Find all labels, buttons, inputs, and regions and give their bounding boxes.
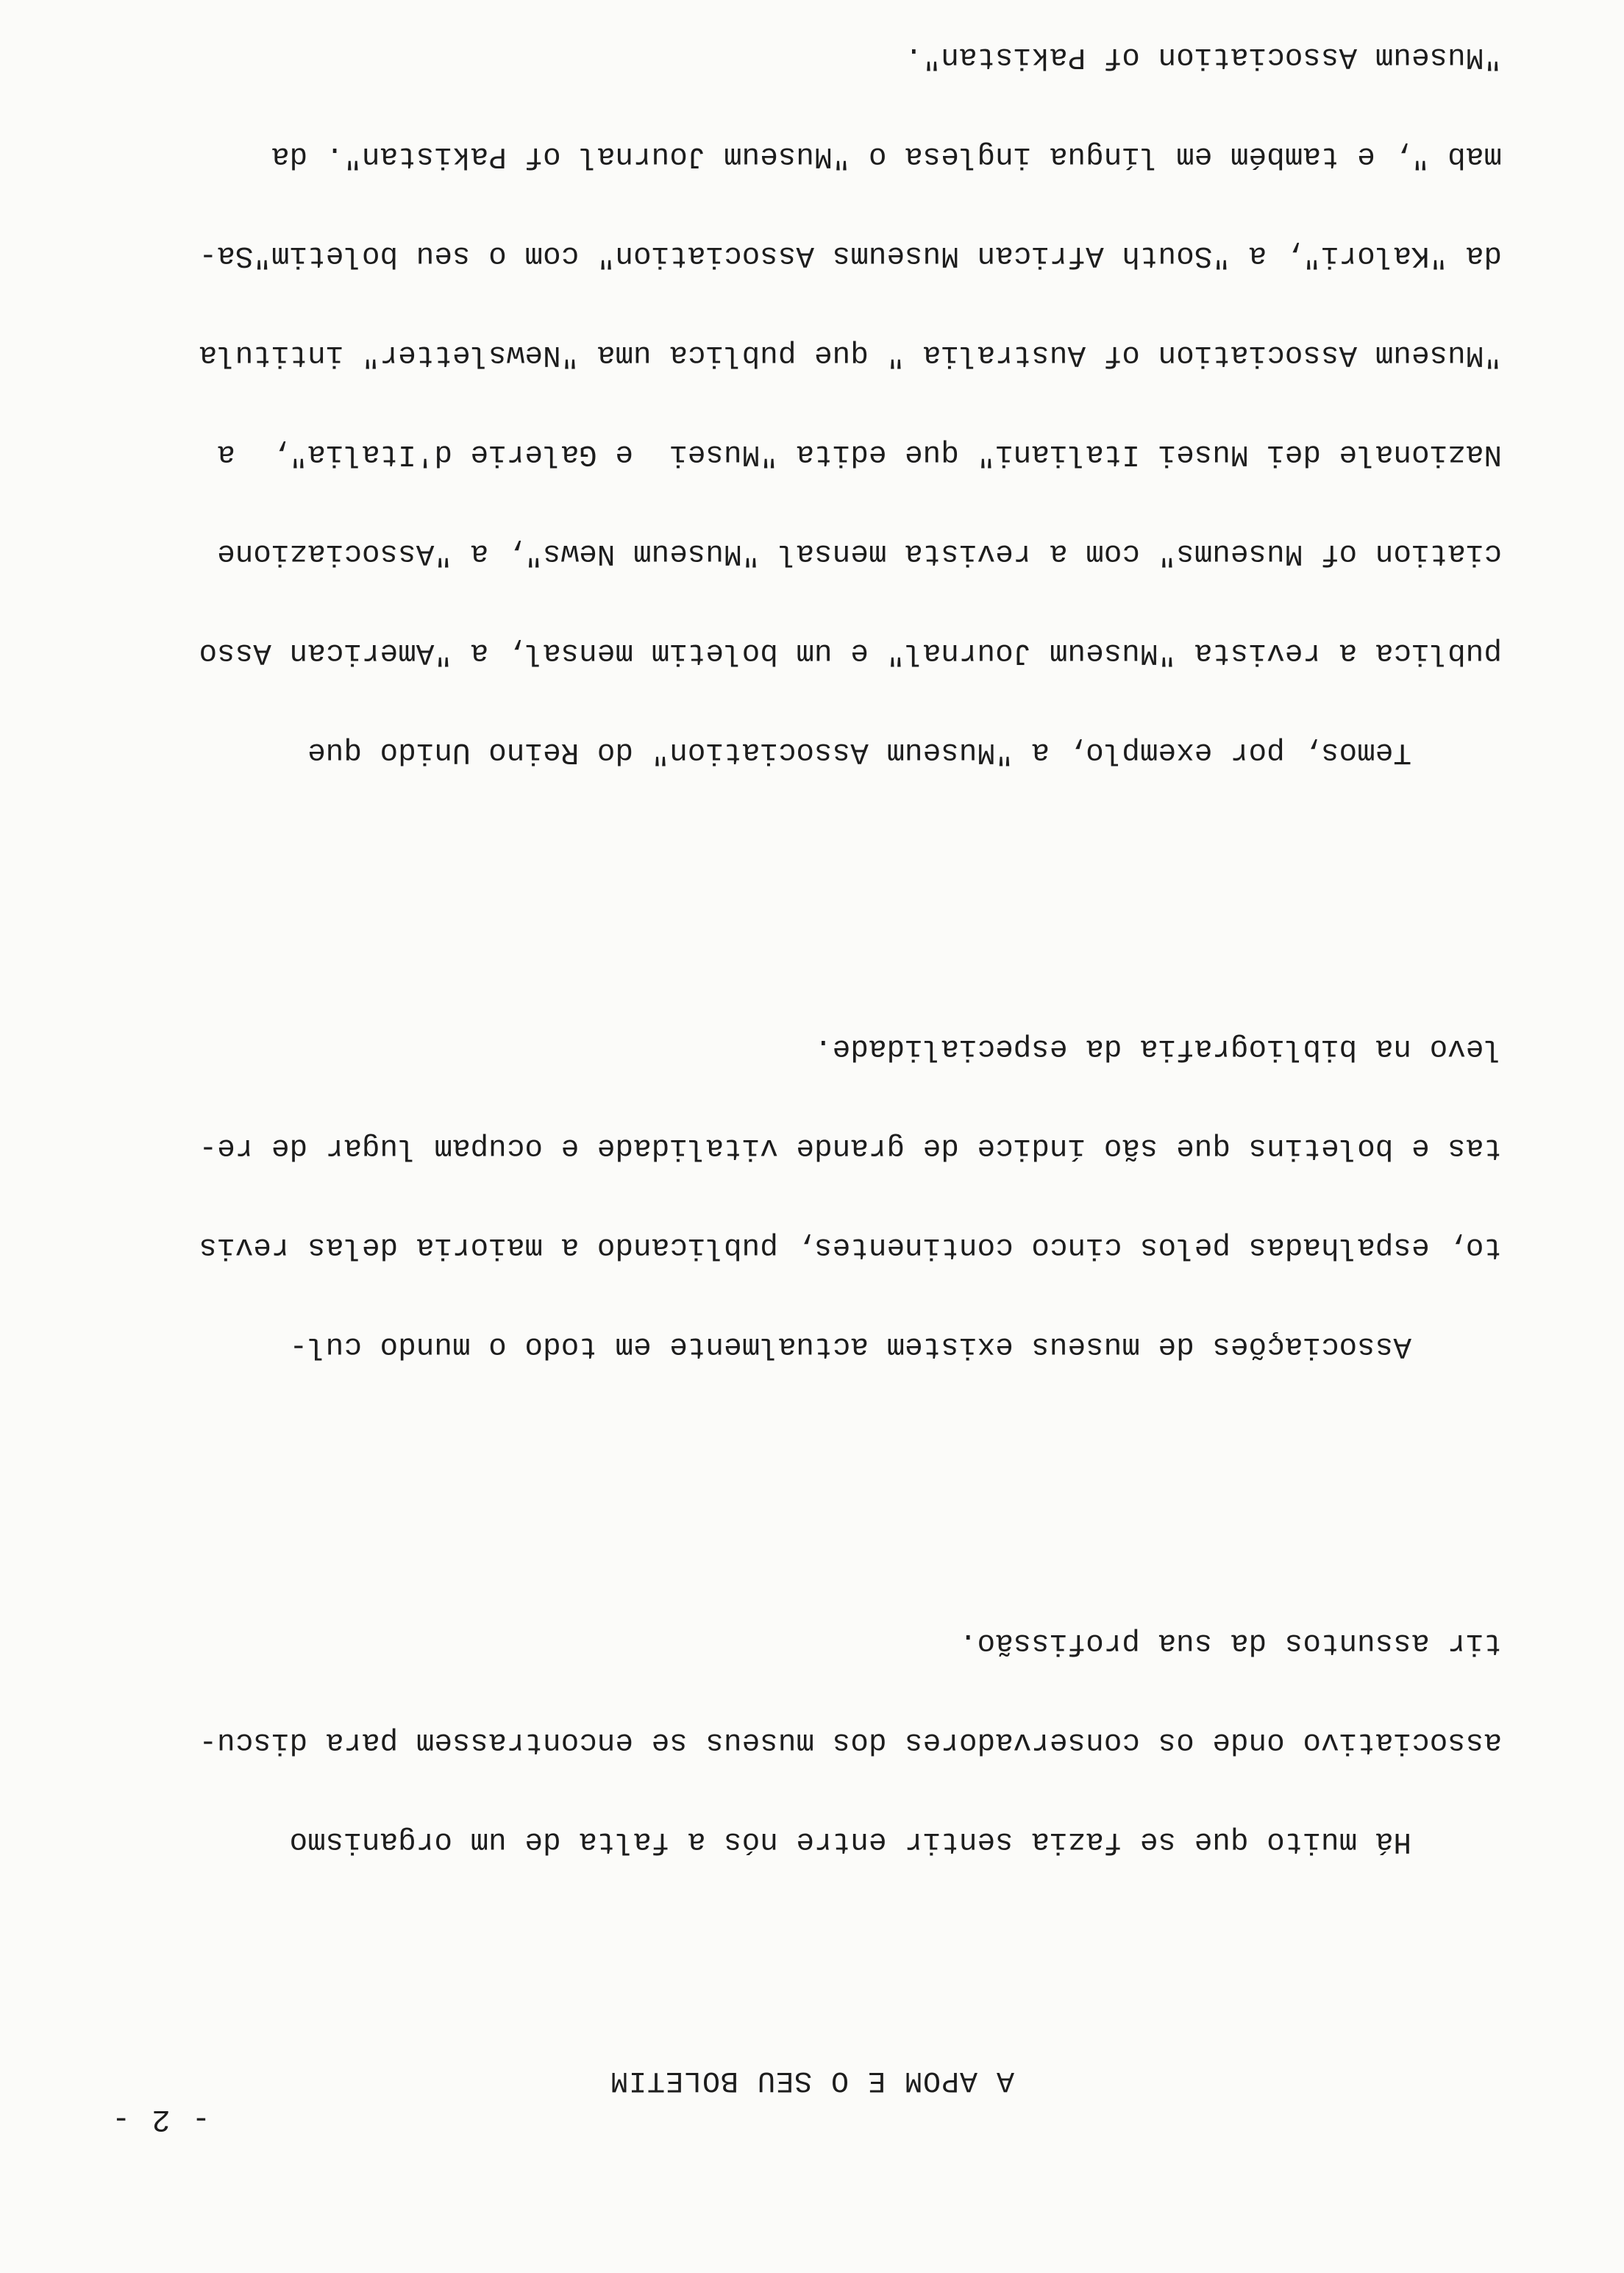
text-line: "Museum Association of Australia " que publica uma "Newsletter" intitula [199,338,1502,371]
text-line: to, espalhadas pelos cinco continentes, publicando a maioria delas revis [199,1230,1502,1264]
text-line: associativo onde os conservadores dos museus se encontrassem para discu- [199,1725,1502,1759]
document-title: A APOM E O SEU BOLETIM [609,2063,1015,2096]
body-text [112,0,1502,2023]
text-line: tir assuntos da sua profissão. [958,1626,1502,1660]
text-line: da "Kalori", a "South African Museums Association" com o seu boletim"Sa- [199,238,1502,272]
text-line: mab ", e também em língua inglesa o "Museum Journal of Pakistan". da [271,139,1502,173]
paragraph-intro [112,1559,1502,1924]
text-line: Temos, por exemplo, a "Museum Association" do Reino Unido que [307,735,1502,769]
paragraph-associations [112,965,1502,1429]
text-line: Nazionale dei Musei Italiani" que edita "Musei e Galerie d'Italia", a [217,437,1502,471]
text-line: "Museum Association of Pakistan". [905,40,1502,74]
text-line: tas e boletins que são índice de grande vitalidade e ocupam lugar de re- [199,1131,1502,1164]
text-line: Há muito que se fazia sentir entre nós a falta de um organismo [289,1824,1502,1858]
text-line: publica a revista "Museum Journal" e um boletim mensal, a "American Asso [199,636,1502,669]
text-line: Associações de museus existem actualmente em todo o mundo cul- [289,1329,1502,1363]
text-line: ciation of Museums" com a revista mensal "Museum News", a "Associazione [217,536,1502,570]
paragraph-examples [112,0,1502,834]
text-line: levo na bibliografia da especialidade. [814,1031,1502,1065]
page-number: - 2 - [110,2102,211,2137]
